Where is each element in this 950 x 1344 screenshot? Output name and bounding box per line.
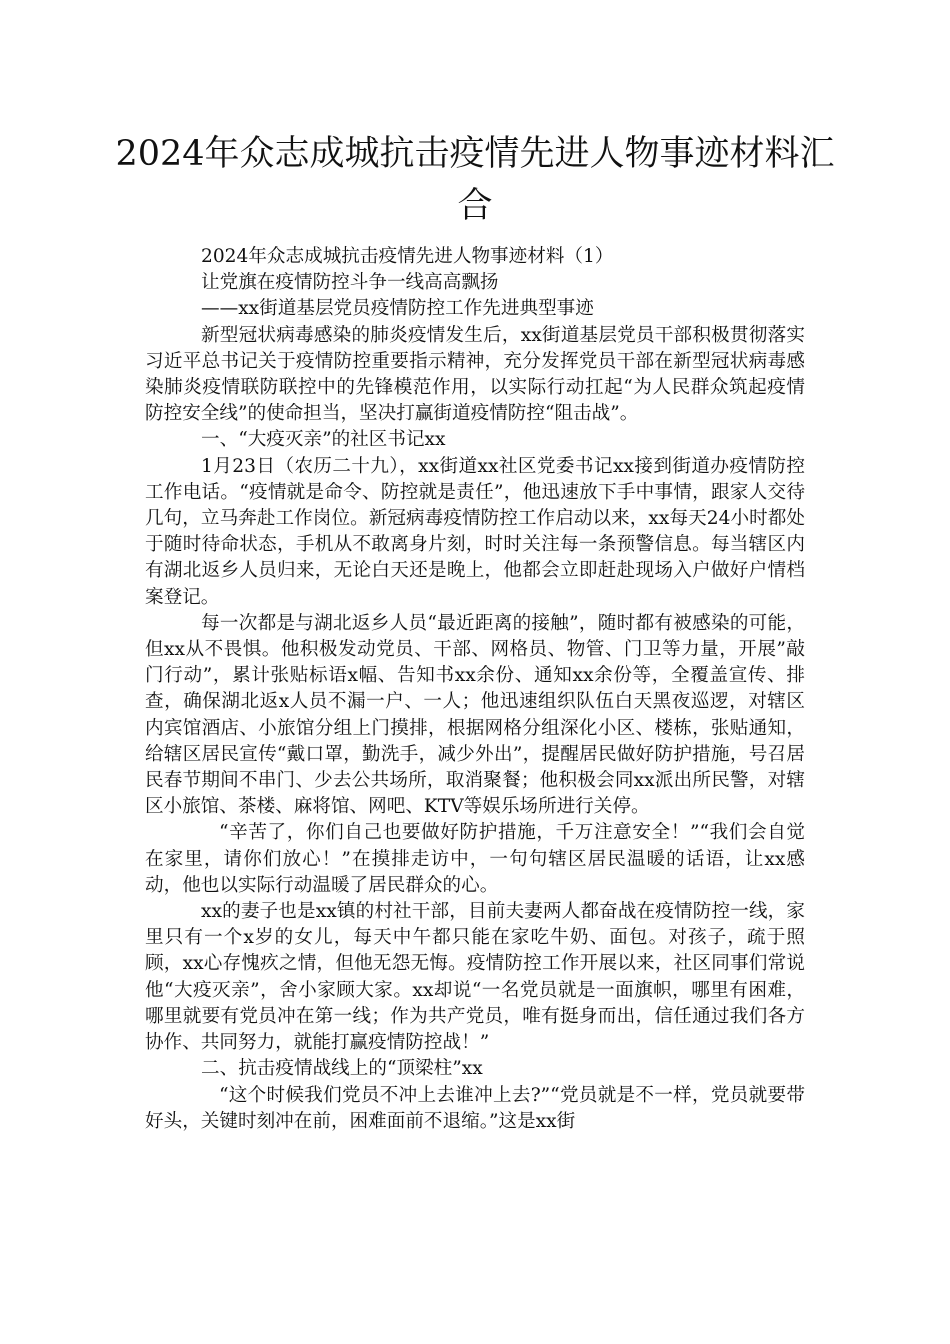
- section-heading-2: 二、抗击疫情战线上的“顶梁柱”xx: [201, 1058, 483, 1080]
- paragraph-section1-family: xx的妻子也是xx镇的村社干部，目前夫妻两人都奋战在疫情防控一线，家里只有一个x岁的女儿，每天中午都只能在家吃牛奶、面包。对孩子，疏于照顾，xx心存愧疚之情，但他无怨无悔。疫情防控工作开展以来，社区同事们常说他“大疫灭亲”，舍小家顾大家。xx却说“一名党员就是一面旗帜，哪里有困难，哪里就要有党员冲在第一线；作为共产党员，唯有挺身而出，信任通过我们各方协作、共同努力，就能打赢疫情防控战！”: [145, 901, 805, 1054]
- paragraph-subheading-typical-deeds: ——xx街道基层党员疫情防控工作先进典型事迹: [201, 298, 594, 320]
- section-heading-1: 一、“大疫灭亲”的社区书记xx: [201, 429, 446, 451]
- paragraph-section1-quotes: “辛苦了，你们自己也要做好防护措施，千万注意安全！”“我们会自觉在家里，请你们放心！”在摸排走访中，一句句辖区居民温暖的话语，让xx感动，他也以实际行动温暖了居民群众的心。: [145, 822, 805, 896]
- paragraph-section1-b: 每一次都是与湖北返乡人员“最近距离的接触”，随时都有被感染的可能，但xx从不畏惧。他积极发动党员、干部、网格员、物管、门卫等力量，开展”敲门行动”，累计张贴标语x幅、告知书xx余份、通知xx余份等，全覆盖宣传、排查，确保湖北返x人员不漏一户、一人；他迅速组织队伍白天黑夜巡逻，对辖区内宾馆酒店、小旅馆分组上门摸排，根据网格分组深化小区、楼栋，张贴通知，给辖区居民宣传“戴口罩，勤洗手，减少外出”，提醒居民做好防护措施，号召居民春节期间不串门、少去公共场所，取消聚餐；他积极会同xx派出所民警，对辖区小旅馆、茶楼、麻将馆、网吧、KTV等娱乐场所进行关停。: [145, 612, 805, 818]
- paragraph-section1-a: 1月23日（农历二十九），xx街道xx社区党委书记xx接到街道办疫情防控工作电话。“疫情就是命令、防控就是责任”，他迅速放下手中事情，跟家人交待几句，立马奔赴工作岗位。新冠病毒疫情防控工作启动以来，xx每天24小时都处于随时待命状态，手机从不敢离身片刻，时时关注每一条预警信息。每当辖区内有湖北返乡人员归来，无论白天还是晚上，他都会立即赶赴现场入户做好户情档案登记。: [145, 455, 805, 608]
- paragraph-heading-party-flag: 让党旗在疫情防控斗争一线高高飘扬: [201, 272, 499, 294]
- paragraph-intro: 新型冠状病毒感染的肺炎疫情发生后，xx街道基层党员干部积极贯彻落实习近平总书记关于疫情防控重要指示精神，充分发挥党员干部在新型冠状病毒感染肺炎疫情联防联控中的先锋模范作用，以实际行动扛起“为人民群众筑起疫情防控安全线”的使命担当，坚决打赢街道疫情防控“阻击战”。: [145, 324, 805, 425]
- paragraph-section2-a: “这个时候我们党员不冲上去谁冲上去?”“党员就是不一样，党员就要带好头，关键时刻冲在前，困难面前不退缩。”这是xx街: [145, 1084, 805, 1132]
- paragraph-subtitle-material: 2024年众志成城抗击疫情先进人物事迹材料（1）: [201, 246, 614, 267]
- document-title: 2024年众志成城抗击疫情先进人物事迹材料汇合: [115, 134, 835, 226]
- document-body: [145, 244, 805, 1135]
